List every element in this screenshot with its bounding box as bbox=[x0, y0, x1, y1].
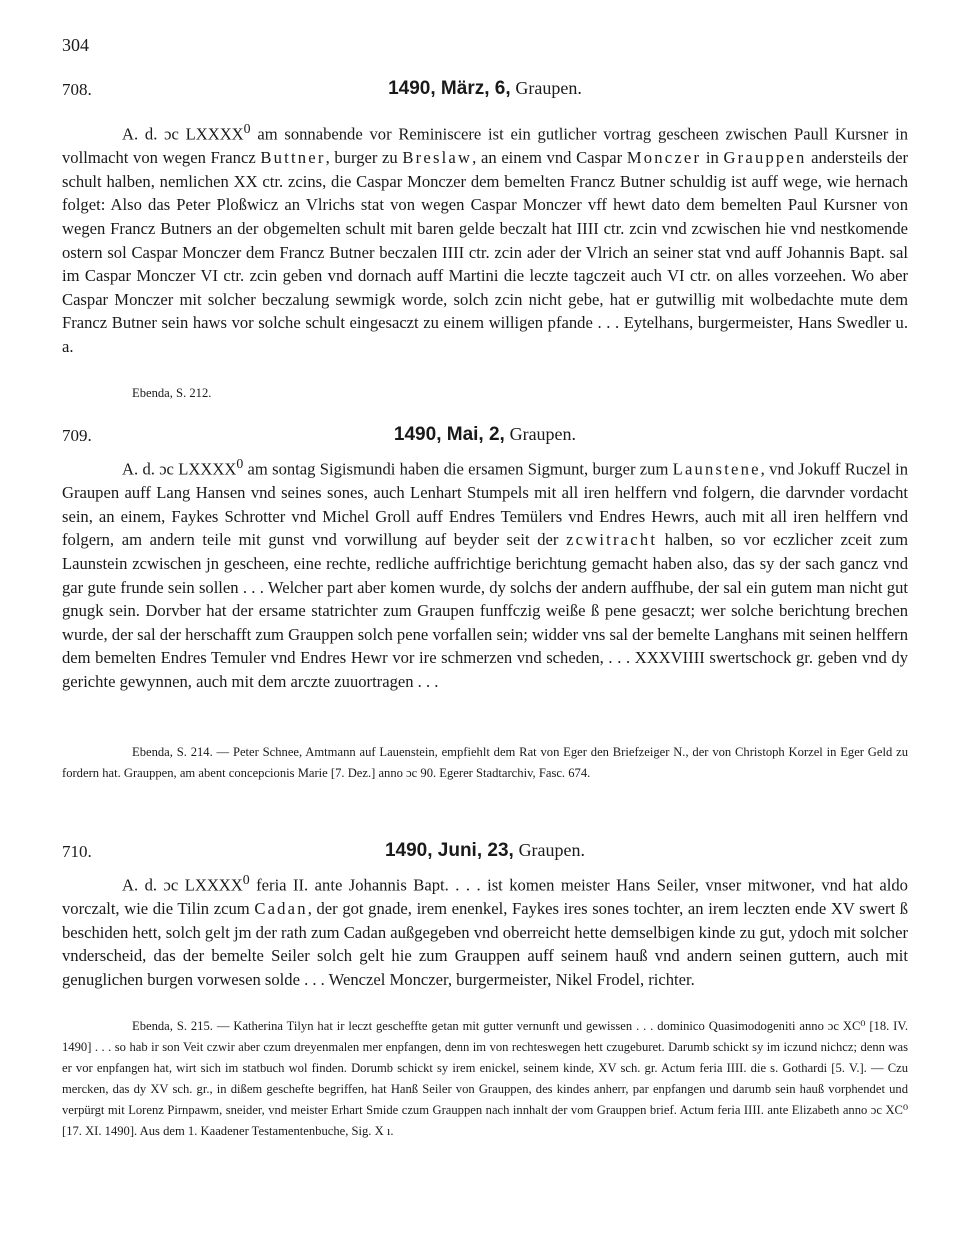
entry-number: 709. bbox=[62, 426, 92, 445]
entry-body-710: A. d. ɔc LXXXX$^0$ feria II. ante Johannis Bapt. . . . ist komen meister Hans Seiler, vnser mitwoner, vnd hat aldo vorczalt, wie die Tilin zcum Cadan, der got gnade, irem enenkel, Faykes ires sones tochter, an irem leczten ende XV swert ß beschiden hett, solch gelt jm der rath zum Cadan außgegeben vnd oberreicht hette demselbigen kinde zu gut, ydoch mit solcher vnderscheid, das der bemelte Seiler solch gelt hie zum Grauppen auff seinem hauß vnd andern seinen guttern, auch mit genuglichen burgen vorwesen solde . . . Wenczel Monczer, burgermeister, Nikel Frodel, richter. bbox=[62, 872, 909, 989]
entry-title bbox=[62, 840, 908, 862]
entry-place: Graupen. bbox=[518, 840, 586, 860]
entry-place: Graupen. bbox=[515, 78, 582, 98]
entry-source-710: Ebenda, S. 215. — Katherina Tilyn hat ir leczt gescheffte getan mit gutter vernunft und gewissen . . . dominico Quasimodogeniti anno ɔc XC⁰ [18. IV. 1490] . . . so hab ir son Veit czwir aber czum dreyenmalen mer enpfangen, denn im von rechteswegen hett czugeburet. Darumb schickt sy im iczund nichcz; denn was er vor enpfangen hat, wirt sich im statbuch wol finden. Dorumb schickt sy irem enickel, seinem kinde, XV sch. gr. Actum feria IIII. die s. Gothardi [5. V.]. — Czu mercken, das dy XV sch. gr., in dißem geschefte begriffen, hat Hanß Seiler von Grauppen, des kindes anherr, par enpfangen und darumb sein hauß vorphendet und verpürgt mit Lorenz Pirnpawm, sneider, vnd meister Erhart Smide czum Grauppen nach innhalt der vom Grauppen brief. Actum feria IIII. ante Elizabeth anno ɔc XC⁰ [17. XI. 1490]. Aus dem 1. Kaadener Testamentenbuche, Sig. X ı. bbox=[62, 1019, 908, 1138]
entry-date: 1490, März, 6, bbox=[388, 78, 511, 99]
entry-header-708 bbox=[62, 80, 908, 110]
page-number: 304 bbox=[62, 35, 89, 55]
entry-body-709: A. d. ɔc LXXXX$^0$ am sontag Sigismundi haben die ersamen Sigmunt, burger zum Launstene, vnd Jokuff Ruczel in Graupen auff Lang Hansen vnd seines sones, auch Lenhart Stumpels mit all iren helffern vnd folgern, die darvnder vordacht sein, an einem, Faykes Schrotter vnd Michel Groll auff Endres Temülers vnd Endres Hewrs, auch mit all iren helffern vnd folgern, am andern teile mit gunst vnd vorwillung auf beyder seit der zcwitracht halben, so vor eczlicher zceit zum Launstein zcwischen jn gescheen, eine rechte, redliche auffrichtige berichtung gemacht haben also, das sy der sach gancz vnd gar gute frunde sein sollen . . . Welcher part aber komen wurde, dy solchs der andern auffhube, der sal ein gutem man nicht gut gnugk sein. Dorvber hat der ersame statrichter zum Graupen funffczig weiße ß pene gesaczt; wer solche berichtung brechen wurde, der sal der herschafft zum Grauppen solch pene vorfallen sein; widder vns sal der bemelte Langhans mit seinen helffern dem bemelten Endres Temuler vnd Endres Hewr vor ire schmerzen vnd scheden, . . . XXXVIIII swertschock gr. geben vnd dy gerichte gewynnen, auch mit dem arczte zuuortragen . . . bbox=[62, 456, 908, 691]
entry-number: 710. bbox=[62, 842, 92, 861]
entry-date: 1490, Mai, 2, bbox=[393, 424, 505, 445]
entry-number: 708. bbox=[62, 80, 92, 99]
entry-title bbox=[62, 78, 908, 100]
entry-place: Graupen. bbox=[509, 424, 577, 444]
entry-title bbox=[62, 424, 908, 446]
entry-source-708: Ebenda, S. 212. bbox=[132, 386, 212, 400]
entry-body-708: A. d. ɔc LXXXX$^0$ am sonnabende vor Reminiscere ist ein gutlicher vortrag gescheen zwischen Paull Kursner in vollmacht von wegen Francz Buttner, burger zu Breslaw, an einem vnd Caspar Monczer in Grauppen andersteils der schult halben, nemlichen XX ctr. zcins, die Caspar Monczer dem bemelten Francz Butner schuldig ist auff wege, wie hernach folget: Also das Peter Ploßwicz an Vlrichs stat von wegen Caspar Monczer vff hewt dato dem bemelten Paul Kursner von wegen Francz Butners an der obgemelten schult mit baren gelde beczalt hat IIII ctr. zcin vnd zcwischen hie vnd nestkomende ostern sol Caspar Monczer dem Francz Butner beczalen IIII ctr. zcin ader der Vlrich an seiner stat vnd auff Johannis Bapt. sal im Caspar Monczer VI ctr. zcin geben vnd dornach auff Martini die leczte tagczeit auch VI ctr. on alles vorzeehen. Wo aber Caspar Monczer mit solcher beczalung sewmigk worde, solch zcin nicht gebe, hat er gutwillig mit wolbedachte mute dem Francz Butner sein haws vor solche schult eingesaczt zu einem willigen pfande . . . Eytelhans, burgermeister, Hans Swedler u. a. bbox=[62, 121, 908, 356]
entry-source-709: Ebenda, S. 214. — Peter Schnee, Amtmann auf Lauenstein, empfiehlt dem Rat von Eger den Briefzeiger N., der von Christoph Korzel in Eger Geld zu fordern hat. Grauppen, am abent concepcionis Marie [7. Dez.] anno ɔc 90. Egerer Stadtarchiv, Fasc. 674. bbox=[62, 745, 908, 780]
entry-date: 1490, Juni, 23, bbox=[384, 840, 514, 861]
document-page bbox=[62, 0, 908, 1249]
